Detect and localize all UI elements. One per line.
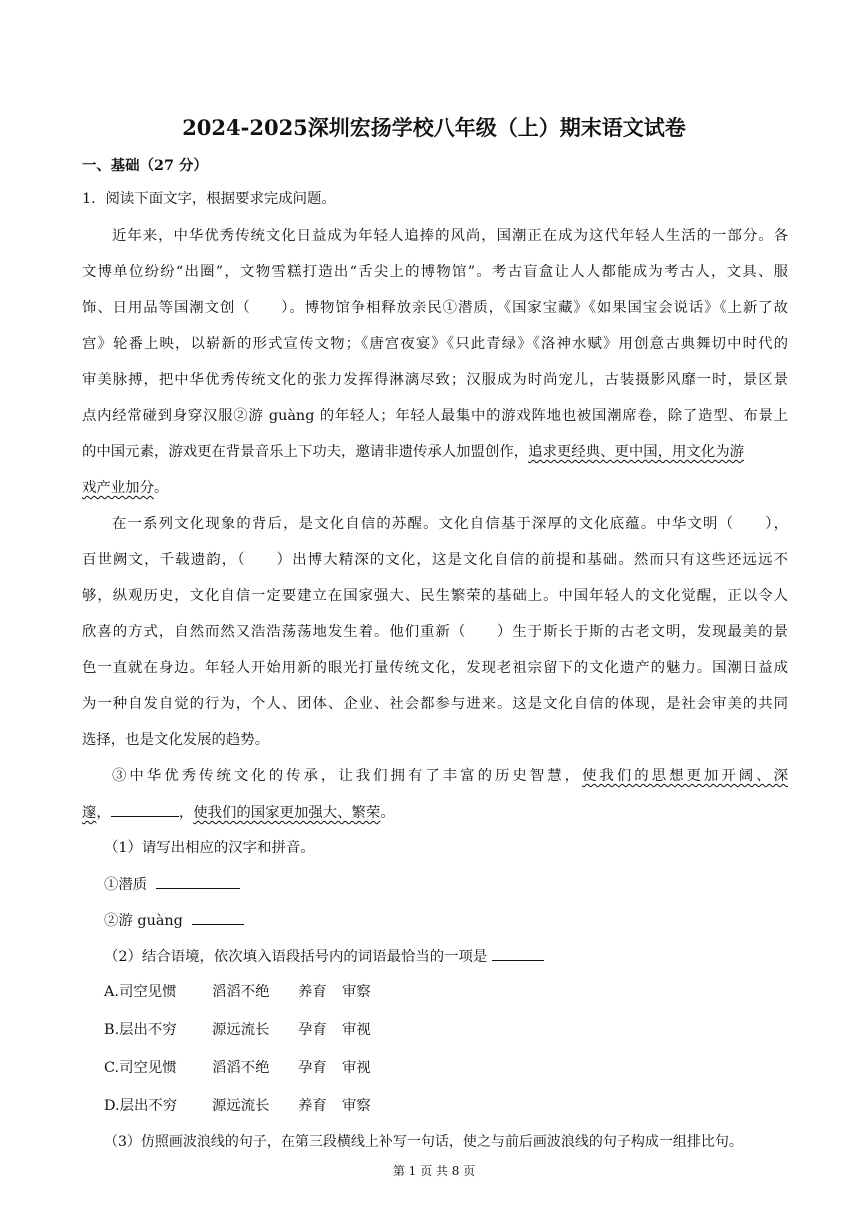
option-text: 源远流长 [212,1098,270,1114]
option-d[interactable] [104,1096,810,1116]
answer-blank[interactable] [492,946,544,961]
paragraph-1-line: 近年来，中华优秀传统文化日益成为年轻人追捧的风尚，国潮正在成为这代年轻人生活的一部分。各 [112,228,788,244]
punctuation: 。 [153,480,169,496]
paragraph-2-line: 色一直就在身边。年轻人开始用新的眼光打量传统文化，发现老祖宗留下的文化遗产的魅力。国潮日益成 [82,660,788,676]
answer-line-1 [104,874,810,895]
paragraph-3-line [82,802,788,823]
sub-question-2-text: （2）结合语境，依次填入语段括号内的词语最恰当的一项是 [104,949,488,965]
option-text: 审视 [342,1060,371,1076]
paragraph-1-line: 文博单位纷纷“出圈”，文物雪糕打造出“舌尖上的博物馆”。考古盲盒让人人都能成为考古人，文具、服 [82,264,788,280]
paragraph-2-line: 选择，也是文化发展的趋势。 [82,732,270,748]
answer-blank[interactable] [192,910,244,925]
option-a[interactable] [104,982,810,1002]
page-title: 2024-2025深圳宏扬学校八年级（上）期末语文试卷 [182,115,686,140]
paragraph-1-line: 饰、日用品等国潮文创（ ）。博物馆争相释放亲民①潜质，《国家宝藏》《如果国宝会说话》《上新了故 [82,300,788,316]
option-text: 孕育 [298,1022,327,1038]
paragraph-2-line: 够，纵观历史，文化自信一定要建立在国家强大、民生繁荣的基础上。中国年轻人的文化觉醒，正以令人 [82,588,788,604]
option-text: A.司空见惯 [104,984,177,1000]
wavy-sentence-3: 使我们的国家更加强大、繁荣 [193,805,381,821]
fill-blank[interactable] [111,802,179,817]
option-text: 源远流长 [212,1022,270,1038]
wavy-sentence-1: 追求更经典、更中国，用文化为游 [528,444,744,460]
section-heading: 一、基础（27 分） [82,157,208,174]
option-text: 养育 [298,1098,327,1114]
sub-question-1-item: ①潜质 [104,877,148,893]
question-1-intro: 1．阅读下面文字，根据要求完成问题。 [82,191,336,207]
option-text: 滔滔不绝 [212,984,270,1000]
paragraph-1-line: 宫》轮番上映，以崭新的形式宣传文物；《唐宫夜宴》《只此青绿》《洛神水赋》用创意古典舞切中时代的 [82,336,788,352]
paragraph-2-line: 欣喜的方式，自然而然又浩浩荡荡地发生着。他们重新（ ）生于斯长于斯的古老文明，发现最美的景 [82,624,788,640]
paragraph-1-line: 点内经常碰到身穿汉服②游 guàng 的年轻人；年轻人最集中的游戏阵地也被国潮席卷，除了造型、布景上 [82,408,788,424]
paragraph-2-line: 在一系列文化现象的背后，是文化自信的苏醒。文化自信基于深厚的文化底蕴。中华文明（ ）， [112,516,788,532]
option-c[interactable] [104,1058,810,1078]
option-text: C.司空见惯 [104,1060,177,1076]
paragraph-2-line: 百世阙文，千载遗韵，（ ）出博大精深的文化，这是文化自信的前提和基础。然而只有这些还远远不 [82,552,788,568]
paragraph-1-text: 的中国元素，游戏更在背景音乐上下功夫，邀请非遗传承人加盟创作， [82,444,529,460]
option-text: 滔滔不绝 [212,1060,270,1076]
punctuation: ， [178,805,194,821]
page-footer: 第 1 页 共 8 页 [392,1164,476,1178]
paragraph-2-line: 为一种自发自觉的行为，个人、团体、企业、社会都参与进来。这是文化自信的体现，是社会审美的共同 [82,696,788,712]
wavy-sentence-2: 使我们的思想更加开阔、深 [582,768,788,784]
sub-question-3: （3）仿照画波浪线的句子，在第三段横线上补写一句话，使之与前后画波浪线的句子构成一组排比句。 [104,1134,743,1150]
wavy-sentence-1-end: 戏产业加分 [82,480,154,496]
paragraph-3-line [112,766,788,786]
sub-question-2 [104,946,810,967]
option-text: 审察 [342,984,371,1000]
answer-blank[interactable] [156,874,240,889]
wavy-sentence-2-end: 邃 [82,805,97,821]
option-text: 孕育 [298,1060,327,1076]
option-text: D.层出不穷 [104,1098,178,1114]
paragraph-1-line [82,478,788,498]
option-b[interactable] [104,1020,810,1040]
answer-line-2 [104,910,810,931]
paragraph-3-text: ③中华优秀传统文化的传承，让我们拥有了丰富的历史智慧， [112,768,583,784]
option-text: B.层出不穷 [104,1022,177,1038]
option-text: 审视 [342,1022,371,1038]
paragraph-1-line: 审美脉搏，把中华优秀传统文化的张力发挥得淋漓尽致；汉服成为时尚宠儿，古装摄影风靡一时，景区景 [82,372,788,388]
sub-question-1-item: ②游 guàng [104,913,183,929]
punctuation: 。 [380,805,395,821]
punctuation: ， [96,805,111,821]
paragraph-1-line [82,442,788,462]
option-text: 审察 [342,1098,371,1114]
sub-question-1: （1）请写出相应的汉字和拼音。 [104,840,315,856]
option-text: 养育 [298,984,327,1000]
